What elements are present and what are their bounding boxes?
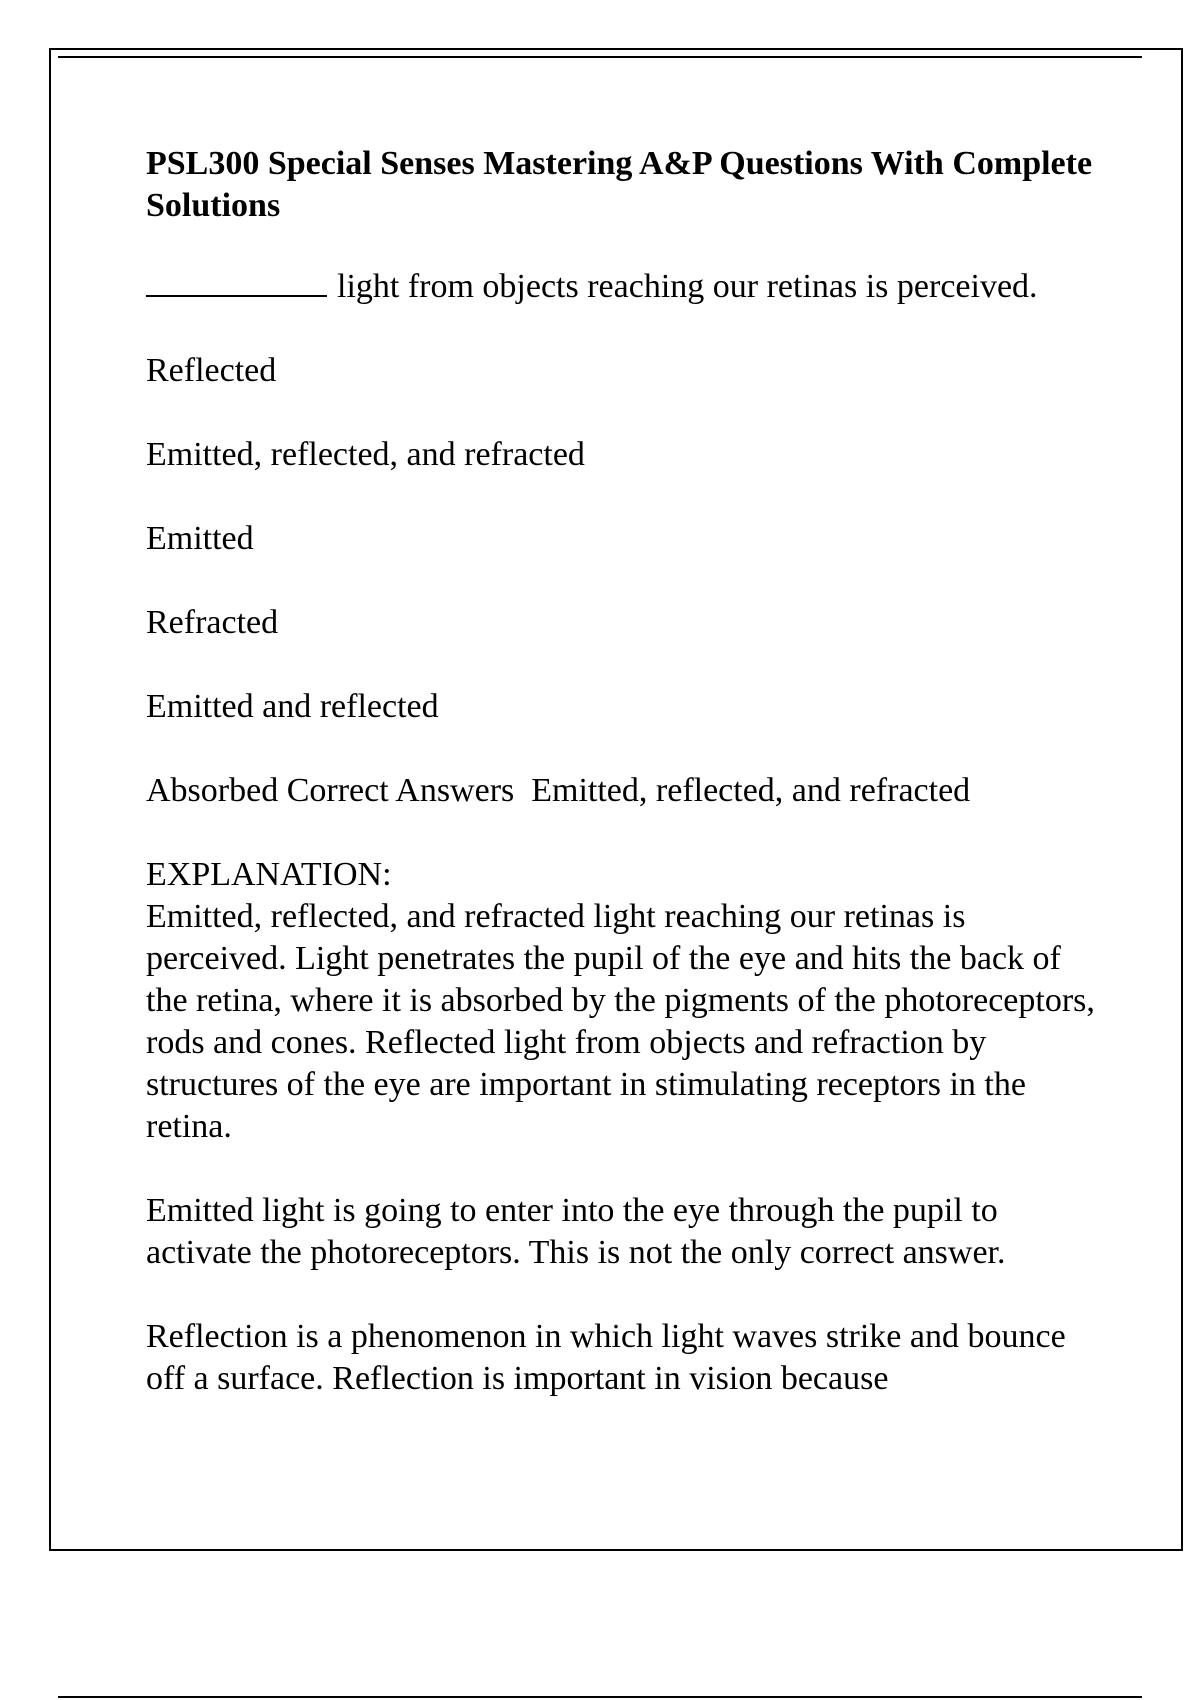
- option-item: Emitted and reflected: [146, 688, 439, 725]
- document-title: PSL300 Special Senses Mastering A&P Questions With Complete Solutions: [146, 145, 1093, 224]
- body-paragraph: Reflection is a phenomenon in which light waves strike and bounce off a surface. Reflection is important in vision because: [146, 1318, 1066, 1397]
- option-item: Emitted, reflected, and refracted: [146, 436, 585, 473]
- option-item: Refracted: [146, 604, 279, 641]
- explanation-text: Emitted, reflected, and refracted light reaching our retinas is perceived. Light penetrates the pupil of the eye and hits the back of the retina, where it is absorbed by the pigments of the photoreceptors, rods and cones. Reflected light from objects and refraction by structures of the eye are important in stimulating receptors in the retina.: [146, 898, 1095, 1145]
- fill-in-blank: [146, 265, 327, 297]
- body-paragraph: Emitted light is going to enter into the eye through the pupil to activate the photoreceptors. This is not the only correct answer.: [146, 1192, 1006, 1271]
- explanation-heading: EXPLANATION:: [146, 856, 392, 893]
- correct-answer-text: Absorbed Correct Answers Emitted, reflected, and refracted: [146, 772, 971, 809]
- option-item: Emitted: [146, 520, 254, 557]
- document-body: [146, 143, 1106, 1442]
- explanation-section: [146, 854, 1106, 1148]
- bottom-rule-line: [58, 1696, 1142, 1698]
- question-stem-text: light from objects reaching our retinas is perceived.: [337, 268, 1038, 305]
- option-item: Reflected: [146, 352, 277, 389]
- correct-answer-line: [146, 770, 1106, 812]
- question-stem: [146, 265, 1106, 308]
- top-rule-line: [58, 56, 1142, 58]
